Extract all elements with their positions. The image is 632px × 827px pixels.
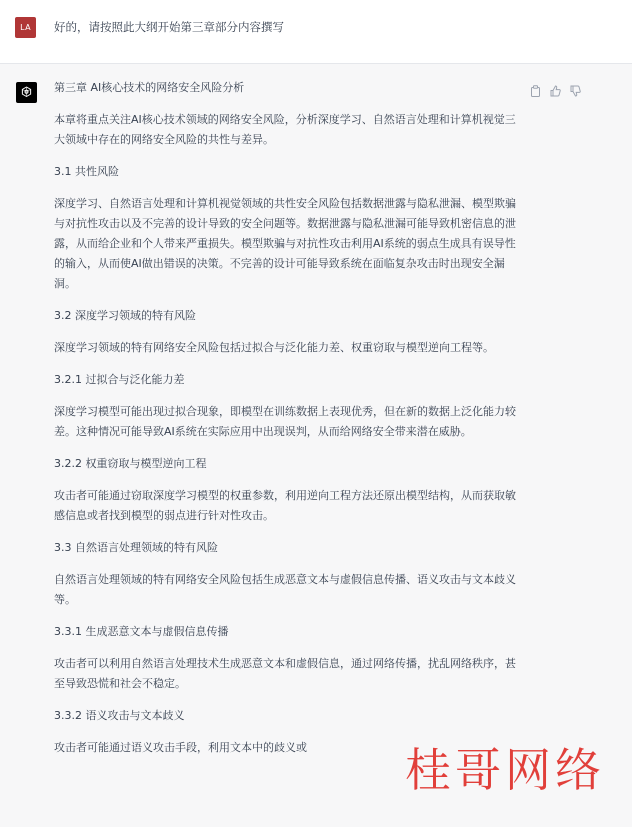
subsection-heading: 3.2.2 权重窃取与模型逆向工程 — [54, 457, 207, 470]
section-heading: 3.1 共性风险 — [54, 165, 119, 178]
user-message-text: 好的，请按照此大纲开始第三章部分内容撰写 — [54, 20, 284, 34]
chapter-title: 第三章 AI核心技术的网络安全风险分析 — [54, 81, 245, 94]
subsection-heading: 3.3.2 语义攻击与文本歧义 — [54, 709, 185, 722]
copy-icon[interactable] — [530, 82, 541, 94]
thumbs-down-icon[interactable] — [570, 82, 581, 94]
body-paragraph: 本章将重点关注AI核心技术领域的网络安全风险，分析深度学习、自然语言处理和计算机视觉三大领域中存在的网络安全风险的共性与差异。 — [54, 113, 516, 146]
assistant-message-content — [54, 78, 524, 770]
assistant-message-row — [0, 64, 632, 827]
body-paragraph: 攻击者可能通过语义攻击手段，利用文本中的歧义或 — [54, 741, 307, 754]
body-paragraph: 自然语言处理领域的特有网络安全风险包括生成恶意文本与虚假信息传播、语义攻击与文本歧义等。 — [54, 573, 516, 606]
user-message-row — [0, 0, 632, 64]
body-paragraph: 深度学习领域的特有网络安全风险包括过拟合与泛化能力差、权重窃取与模型逆向工程等。 — [54, 341, 494, 354]
user-avatar: LA — [15, 17, 36, 38]
message-actions — [530, 82, 581, 94]
thumbs-up-icon[interactable] — [550, 82, 561, 94]
section-heading: 3.2 深度学习领域的特有风险 — [54, 309, 196, 322]
openai-logo-icon — [16, 82, 37, 103]
subsection-heading: 3.3.1 生成恶意文本与虚假信息传播 — [54, 625, 229, 638]
section-heading: 3.3 自然语言处理领域的特有风险 — [54, 541, 218, 554]
body-paragraph: 攻击者可能通过窃取深度学习模型的权重参数，利用逆向工程方法还原出模型结构，从而获取敏感信息或者找到模型的弱点进行针对性攻击。 — [54, 489, 516, 522]
subsection-heading: 3.2.1 过拟合与泛化能力差 — [54, 373, 185, 386]
watermark: 桂哥网络 — [405, 743, 605, 797]
body-paragraph: 攻击者可以利用自然语言处理技术生成恶意文本和虚假信息，通过网络传播，扰乱网络秩序，甚至导致恐慌和社会不稳定。 — [54, 657, 516, 690]
body-paragraph: 深度学习、自然语言处理和计算机视觉领域的共性安全风险包括数据泄露与隐私泄漏、模型欺骗与对抗性攻击以及不完善的设计导致的安全问题等。数据泄露与隐私泄漏可能导致机密信息的泄露，从而给企业和个人带来严重损失。模型欺骗与对抗性攻击利用AI系统的弱点生成具有误导性的输入，从而使AI做出错误的决策。不完善的设计可能导致系统在面临复杂攻击时出现安全漏洞。 — [54, 197, 516, 290]
body-paragraph: 深度学习模型可能出现过拟合现象，即模型在训练数据上表现优秀，但在新的数据上泛化能力较差。这种情况可能导致AI系统在实际应用中出现误判，从而给网络安全带来潜在威胁。 — [54, 405, 516, 438]
